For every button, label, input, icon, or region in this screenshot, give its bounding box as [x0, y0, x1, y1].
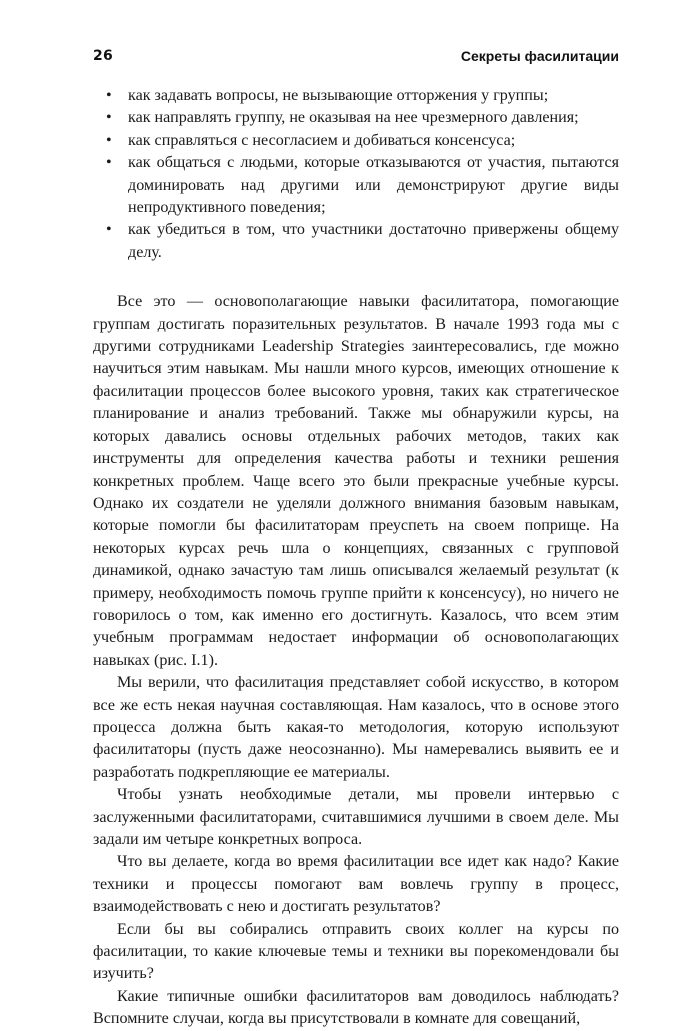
list-item-text: как направлять группу, не оказывая на нее чрезмерного давления; — [128, 109, 579, 127]
paragraph: Что вы делаете, когда во время фасилитации все идет как надо? Какие техники и процессы помогают вам вовлечь группу в процесс, взаимодействовать с нею и достигать результатов? — [93, 853, 619, 916]
bullet-list — [93, 85, 619, 264]
bullet-icon: • — [106, 87, 112, 104]
list-item — [93, 107, 619, 129]
paragraph: Чтобы узнать необходимые детали, мы провели интервью с заслуженными фасилитаторами, считавшимися лучшими в своем деле. Мы задали им четыре конкретных вопроса. — [93, 786, 619, 848]
paragraph: Если бы вы собирались отправить своих коллег на курсы по фасилитации, то какие ключевые темы и техники вы порекомендовали бы изучить? — [93, 920, 619, 983]
paragraph: Какие типичные ошибки фасилитаторов вам доводилось наблюдать? Вспомните случаи, когда вы присутствовали в комнате для совещаний, — [93, 987, 619, 1028]
bullet-icon: • — [106, 131, 112, 149]
bullet-icon: • — [106, 221, 112, 239]
page-header — [93, 48, 619, 70]
page-body — [93, 85, 619, 1031]
list-item-text: как задавать вопросы, не вызывающие отторжения у группы; — [128, 87, 549, 104]
list-item — [93, 85, 619, 107]
bullet-icon: • — [106, 154, 112, 172]
list-item — [93, 219, 619, 264]
paragraph: Мы верили, что фасилитация представляет собой искусство, в котором все же есть некая научная составляющая. Нам казалось, что в основе этого процесса должна быть какая-то методология, которую используют фасилитаторы (пусть даже неосознанно). Мы намеревались выявить ее и разработать подкрепляющие ее материалы. — [93, 674, 619, 781]
list-item-text: как убедиться в том, что участники достаточно привержены общему делу. — [128, 221, 619, 261]
paragraph: Все это — основополагающие навыки фасилитатора, помогающие группам достигать поразительных результатов. В начале 1993 года мы с другими сотрудниками Leadership Strategies заинтересовались, где можно научиться этим навыкам. Мы нашли много курсов, имеющих отношение к фасилитации процессов более высокого уровня, таких как стратегическое планирование и анализ требований. Также мы обнаружили курсы, на которых давались основы отдельных рабочих методов, таких как инструменты для определения качества работы и техники решения конкретных проблем. Чаще всего это были прекрасные учебные курсы. Однако их создатели не уделяли должного внимания базовым навыкам, которые помогли бы фасилитаторам преуспеть на своем поприще. На некоторых курсах речь шла о концепциях, связанных с групповой динамикой, однако зачастую там лишь описывался желаемый результат (к примеру, необходимость помочь группе прийти к консенсусу), но ничего не говорилось о том, как именно его достигнуть. Казалось, что всем этим учебным программам недостает информации об основополагающих навыках (рис. I.1). — [93, 293, 619, 669]
list-item — [93, 130, 619, 152]
list-item-text: как справляться с несогласием и добиваться консенсуса; — [128, 131, 516, 149]
bullet-icon: • — [106, 109, 112, 127]
running-title: Секреты фасилитации — [460, 48, 619, 64]
page-number: 26 — [93, 48, 114, 64]
list-item — [93, 152, 619, 219]
list-item-text: как общаться с людьми, которые отказываются от участия, пытаются доминировать над другими или демонстрируют другие виды непродуктивного поведения; — [128, 154, 619, 217]
section-gap — [93, 264, 619, 291]
